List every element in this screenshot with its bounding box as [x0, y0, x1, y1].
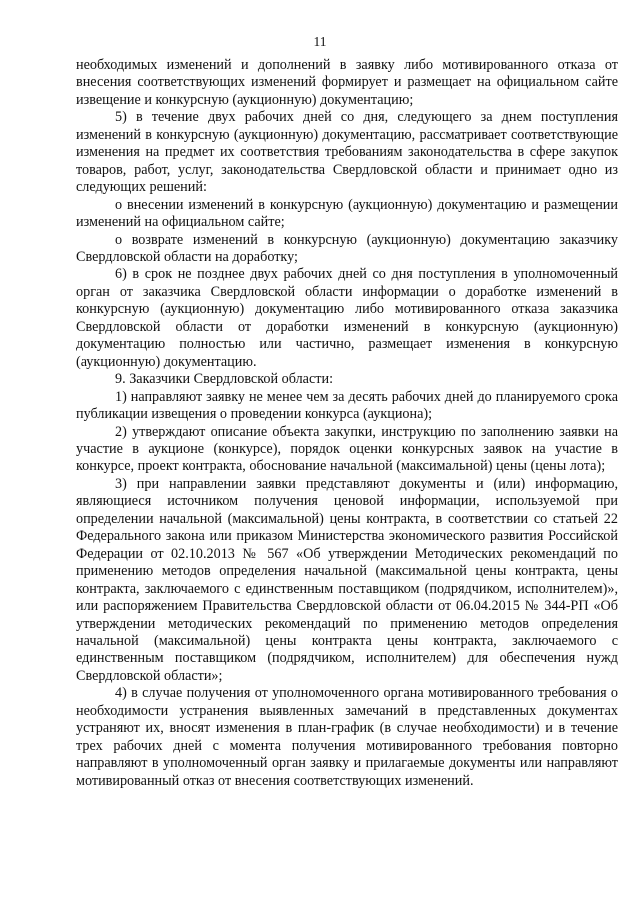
- page-number: 11: [313, 34, 327, 49]
- paragraph-customer-item-3: 3) при направлении заявки представляют документы и (или) информацию, являющиеся источником получения ценовой информации, используемой при определении начальной (максимальной) цены контракта, в соответствии со статьей 22 Федерального закона или приказом Министерства экономического развития Российской Федерации от 02.10.2013 № 567 «Об утверждении Методических рекомендаций по применению методов определения начальной (максимальной цены контракта, цены контракта, заключаемого с единственным поставщиком (подрядчиком, исполнителем)», или распоряжением Правительства Свердловской области от 06.04.2015 № 344-РП «Об утверждении методических рекомендаций по применению методов определения начальной (максимальной) цены контракта цены контракта, заключаемого с единственным поставщиком (подрядчиком, исполнителем) для обеспечения нужд Свердловской области»;: [76, 475, 618, 684]
- paragraph-continuation: необходимых изменений и дополнений в заявку либо мотивированного отказа от внесения соответствующих изменений формирует и размещает на официальном сайте извещение и конкурсную (аукционную) документацию;: [76, 57, 618, 108]
- paragraph-item-6: 6) в срок не позднее двух рабочих дней со дня поступления в уполномоченный орган от заказчика Свердловской области информации о доработке изменений в конкурсную (аукционную) документацию либо мотивированного отказа заказчика Свердловской области от доработки изменений в конкурсную (аукционную) документацию полностью или частично, размещает изменения в конкурсную (аукционную) документацию.: [76, 266, 618, 370]
- paragraph-customer-item-1: 1) направляют заявку не менее чем за десять рабочих дней до планируемого срока публикации извещения о проведении конкурса (аукциона);: [76, 388, 618, 423]
- paragraph-decision-publish: о внесении изменений в конкурсную (аукционную) документацию и размещении изменений на официальном сайте;: [76, 196, 618, 231]
- document-body: [76, 57, 618, 790]
- paragraph-customer-item-2: 2) утверждают описание объекта закупки, инструкцию по заполнению заявки на участие в аукционе (конкурсе), порядок оценки конкурсных заявок на участие в конкурсе, проект контракта, обоснование начальной (максимальной) цены (цены лота);: [76, 423, 618, 475]
- paragraph-customer-item-4: 4) в случае получения от уполномоченного органа мотивированного требования о необходимости устранения выявленных замечаний в представленных документах устраняют их, вносят изменения в план-график (в случае необходимости) и в течение трех рабочих дней с момента получения мотивированного требования повторно направляют в уполномоченный орган заявку и прилагаемые документы или направляют мотивированный отказ от внесения соответствующих изменений.: [76, 685, 618, 789]
- section-heading-9: 9. Заказчики Свердловской области:: [115, 371, 334, 388]
- paragraph-item-5: 5) в течение двух рабочих дней со дня, следующего за днем поступления изменений в конкурсную (аукционную) документацию, рассматривает соответствующие изменения на предмет их соответствия требованиям законодательства в сфере закупок товаров, работ, услуг, законодательства Свердловской области и принимает одно из следующих решений:: [76, 109, 618, 196]
- paragraph-decision-return: о возврате изменений в конкурсную (аукционную) документацию заказчику Свердловской области на доработку;: [76, 231, 618, 265]
